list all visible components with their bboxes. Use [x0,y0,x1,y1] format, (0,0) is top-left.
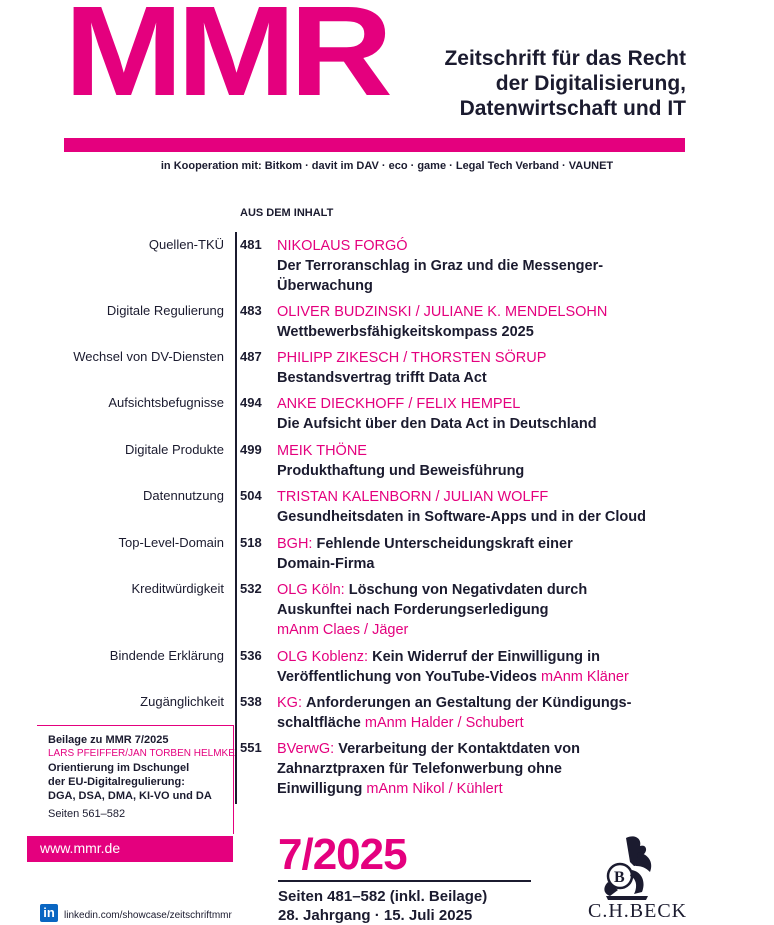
entry-category: Aufsichtsbefugnisse [108,395,224,410]
entry-title: Verarbeitung der Kontaktdaten von [338,741,580,757]
entry-page: 499 [240,442,262,457]
issue-divider [278,880,531,882]
issue-number: 7/2025 [278,830,407,879]
supplement-content[interactable] [48,733,238,821]
linkedin-icon[interactable]: in [40,904,58,922]
linkedin-link[interactable]: linkedin.com/showcase/zeitschriftmmr [64,910,232,921]
entry-title: schaltfläche [277,715,361,731]
entry-page: 551 [240,740,262,755]
entry-author: PHILIPP ZIKESCH / THORSTEN SÖRUP [277,350,547,366]
entry-annotation: mAnm Claes / Jäger [277,622,409,638]
entry-page: 483 [240,303,262,318]
issue-volume: 28. Jahrgang · 15. Juli 2025 [278,907,473,924]
entry-page: 494 [240,395,262,410]
entry-title: Löschung von Negativdaten durch [348,582,588,598]
entry-category: Digitale Produkte [125,442,224,457]
subtitle-line: Zeitschrift für das Recht [444,47,686,70]
entry-title: Überwachung [277,278,373,294]
entry-title: Anforderungen an Gestaltung der Kündigungs- [306,695,632,711]
cooperation-line: in Kooperation mit: Bitkom · davit im DAV · eco · game · Legal Tech Verband · VAUNET [160,160,614,172]
entry-title: Bestandsvertrag trifft Data Act [277,370,487,386]
contents-heading: AUS DEM INHALT [240,207,334,219]
entry-title: Zahnarztpraxen für Telefonwerbung ohne [277,761,562,777]
entry-category: Zugänglichkeit [140,694,224,709]
entry-title: Gesundheitsdaten in Software-Apps und in der Cloud [277,509,646,525]
entry-page: 481 [240,237,262,252]
entry-annotation: mAnm Kläner [540,669,629,685]
supplement-pages: Seiten 561–582 [48,808,126,820]
contents-divider [235,232,237,804]
entry-title: Kein Widerruf der Einwilligung in [372,649,600,665]
entry-title: Wettbewerbsfähigkeitskompass 2025 [277,324,534,340]
entry-page: 487 [240,349,262,364]
entry-title: Die Aufsicht über den Data Act in Deutschland [277,416,597,432]
website-link[interactable]: www.mmr.de [40,840,121,856]
entry-page: 518 [240,535,262,550]
entry-page: 538 [240,694,262,709]
issue-info [278,887,487,925]
supplement-title: DGA, DSA, DMA, KI-VO und DA [48,790,212,802]
griffin-logo-icon [588,832,668,902]
subtitle-line: Datenwirtschaft und IT [459,97,686,120]
entry-annotation: mAnm Halder / Schubert [364,715,524,731]
entry-court: OLG Koblenz: [277,649,369,665]
entry-author: ANKE DIECKHOFF / FELIX HEMPEL [277,396,521,412]
entry-category: Top-Level-Domain [118,535,224,550]
entry-title: Auskunftei nach Forderungserledigung [277,602,549,618]
header-divider [64,138,685,152]
publisher-name: C.H.BECK [588,900,688,922]
entry-author: NIKOLAUS FORGÓ [277,238,408,254]
entry-court: KG: [277,695,302,711]
issue-pages: Seiten 481–582 (inkl. Beilage) [278,888,488,905]
entry-page: 532 [240,581,262,596]
journal-logo: MMR [64,0,387,123]
entry-category: Digitale Regulierung [106,303,224,318]
entry-title: Fehlende Unterscheidungskraft einer [316,536,573,552]
supplement-label: Beilage zu MMR 7/2025 [48,734,169,746]
entry-page: 504 [240,488,262,503]
entry-court: BGH: [277,536,313,552]
svg-text:B: B [614,869,625,886]
entry-author: TRISTAN KALENBORN / JULIAN WOLFF [277,489,549,505]
entry-court: OLG Köln: [277,582,345,598]
entry-title: Der Terroranschlag in Graz und die Messenger- [277,258,604,274]
entry-author: MEIK THÖNE [277,443,367,459]
supplement-title: Orientierung im Dschungel [48,762,190,774]
entry-category: Bindende Erklärung [109,648,224,663]
entry-title: Einwilligung [277,781,363,797]
journal-subtitle [444,46,686,121]
supplement-authors: LARS PFEIFFER/JAN TORBEN HELMKE [48,748,235,759]
entry-annotation: mAnm Nikol / Kühlert [366,781,503,797]
entry-page: 536 [240,648,262,663]
entry-title: Veröffentlichung von YouTube-Videos [277,669,537,685]
supplement-title: der EU-Digitalregulierung: [48,776,185,788]
entry-title: Domain-Firma [277,556,375,572]
entry-author: OLIVER BUDZINSKI / JULIANE K. MENDELSOHN [277,304,608,320]
entry-category: Datennutzung [143,488,224,503]
subtitle-line: der Digitalisierung, [495,72,686,95]
entry-title: Produkthaftung und Beweisführung [277,463,525,479]
entry-category: Kreditwürdigkeit [131,581,224,596]
entry-category: Quellen-TKÜ [148,237,224,252]
entry-category: Wechsel von DV-Diensten [73,349,224,364]
entry-court: BVerwG: [277,741,335,757]
